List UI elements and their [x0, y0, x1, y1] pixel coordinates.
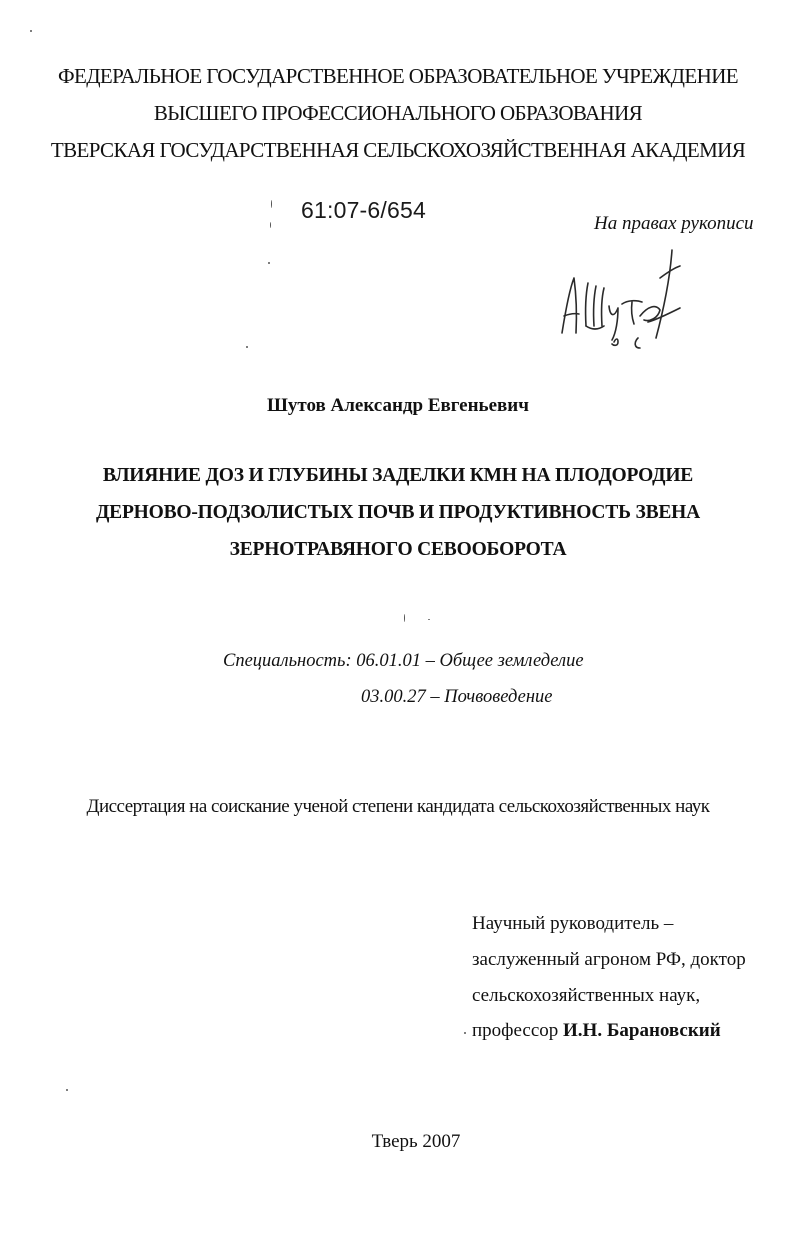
supervisor-name: И.Н. Барановский [563, 1020, 721, 1041]
title-line-2: ДЕРНОВО-ПОДЗОЛИСТЫХ ПОЧВ И ПРОДУКТИВНОСТЬ ЗВЕНА [95, 502, 701, 523]
scan-speck [404, 614, 405, 622]
scan-speck [246, 346, 248, 348]
scan-speck [428, 619, 430, 620]
scan-speck [464, 1032, 466, 1034]
specialty-item-1: 06.01.01 – Общее земледелие [356, 651, 584, 671]
scan-speck [30, 30, 32, 32]
scan-speck [271, 200, 272, 208]
institution-line-1: ФЕДЕРАЛЬНОЕ ГОСУДАРСТВЕННОЕ ОБРАЗОВАТЕЛЬНОЕ УЧРЕЖДЕНИЕ [57, 64, 738, 88]
title-line-3: ЗЕРНОТРАВЯНОГО СЕВООБОРОТА [229, 539, 567, 560]
catalog-code: 61:07-6/654 [301, 197, 426, 223]
scan-speck [270, 222, 271, 228]
handwritten-signature-icon [552, 238, 692, 350]
city-year: Тверь 2007 [371, 1131, 461, 1152]
specialty-label: Специальность: [223, 651, 352, 671]
specialty-item-2: 03.00.27 – Почвоведение [361, 687, 553, 707]
author-name: Шутов Александр Евгеньевич [267, 395, 529, 416]
dissertation-statement: Диссертация на соискание ученой степени кандидата сельскохозяйственных наук [86, 796, 710, 817]
scan-speck [66, 1089, 68, 1091]
supervisor-line-2: заслуженный агроном РФ, доктор [472, 949, 746, 970]
manuscript-rights: На правах рукописи [594, 213, 754, 234]
institution-line-2: ВЫСШЕГО ПРОФЕССИОНАЛЬНОГО ОБРАЗОВАНИЯ [153, 101, 643, 125]
scan-speck [268, 262, 270, 264]
title-line-1: ВЛИЯНИЕ ДОЗ И ГЛУБИНЫ ЗАДЕЛКИ КМН НА ПЛОДОРОДИЕ [102, 465, 694, 486]
institution-line-3: ТВЕРСКАЯ ГОСУДАРСТВЕННАЯ СЕЛЬСКОХОЗЯЙСТВЕННАЯ АКАДЕМИЯ [50, 138, 746, 162]
supervisor-line-4 [472, 1020, 721, 1042]
supervisor-line-1: Научный руководитель – [472, 913, 674, 934]
supervisor-line-3: сельскохозяйственных наук, [472, 985, 701, 1006]
specialty [223, 651, 584, 672]
supervisor-title: профессор [472, 1020, 559, 1041]
